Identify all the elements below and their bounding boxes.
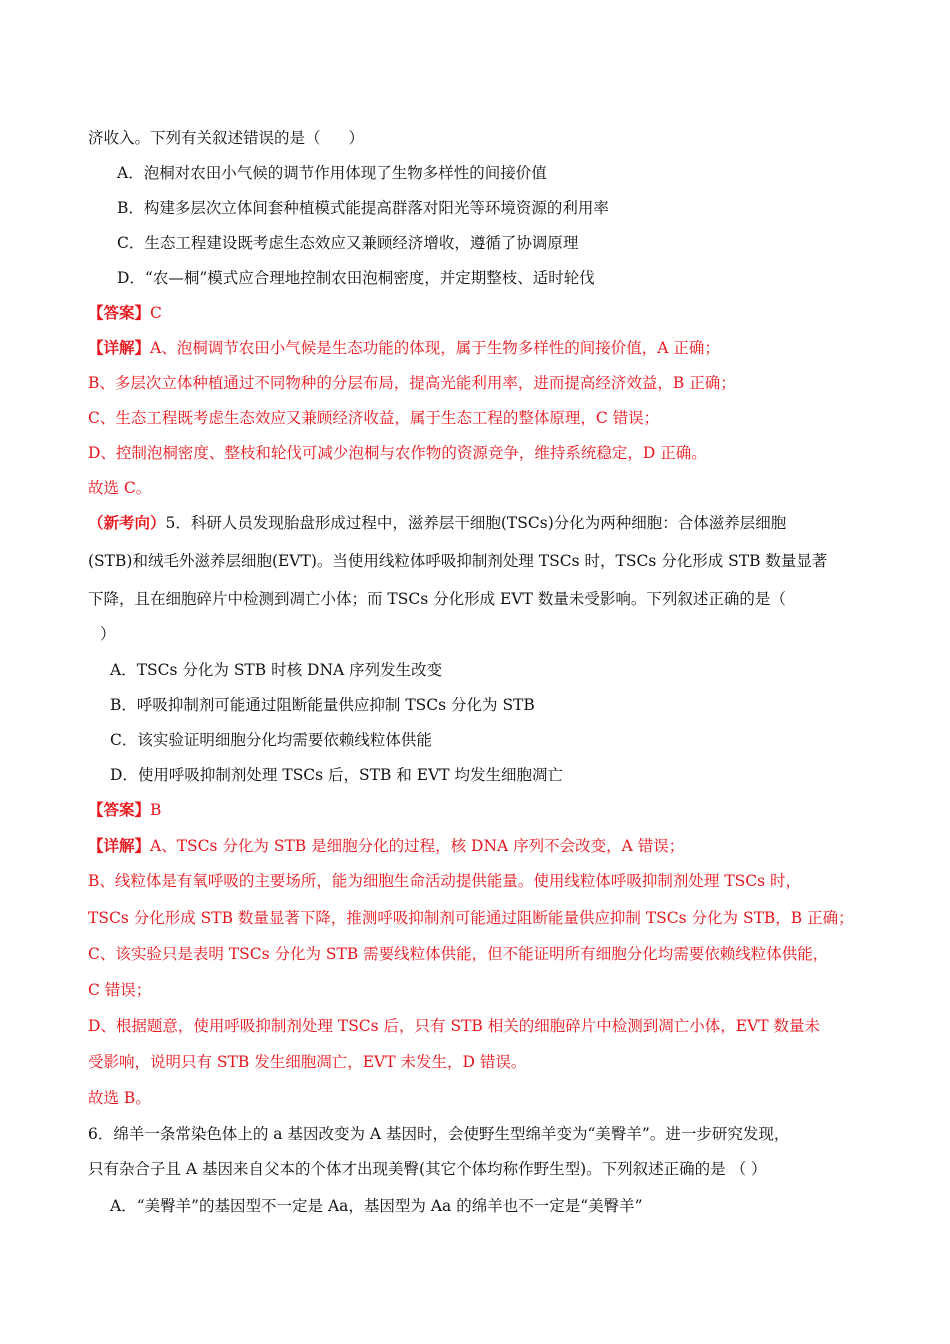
q4-conclusion: 故选 C。 xyxy=(88,479,152,497)
q5-detail-line: C 错误； xyxy=(88,981,152,999)
q4-detail-line: C、生态工程既考虑生态效应又兼顾经济收益，属于生态工程的整体原理，C 错误； xyxy=(88,409,660,427)
q6-option-a: A．“美臀羊”的基因型不一定是 Aa，基因型为 Aa 的绵羊也不一定是“美臀羊” xyxy=(110,1197,643,1215)
q5-stem-line: 下降，且在细胞碎片中检测到凋亡小体；而 TSCs 分化形成 EVT 数量未受影响。下列叙述正确的是（ xyxy=(88,590,786,608)
q5-answer xyxy=(88,800,161,820)
q5-option-c: C．该实验证明细胞分化均需要依赖线粒体供能 xyxy=(110,731,432,749)
q5-detail-line xyxy=(88,836,684,856)
q4-option-d: D．“农—桐”模式应合理地控制农田泡桐密度，并定期整枝、适时轮伐 xyxy=(117,269,595,287)
q5-stem-close: ） xyxy=(100,625,116,643)
q5-stem-text: 5．科研人员发现胎盘形成过程中，滋养层干细胞(TSCs)分化为两种细胞：合体滋养层细胞 xyxy=(165,514,787,532)
q4-stem xyxy=(88,128,364,148)
q5-stem xyxy=(88,513,786,533)
q5-option-d: D．使用呼吸抑制剂处理 TSCs 后，STB 和 EVT 均发生细胞凋亡 xyxy=(110,766,564,784)
q4-option-b: B．构建多层次立体间套种植模式能提高群落对阳光等环境资源的利用率 xyxy=(117,199,609,217)
q4-option-a: A．泡桐对农田小气候的调节作用体现了生物多样性的间接价值 xyxy=(117,164,547,182)
q4-detail-line: B、多层次立体种植通过不同物种的分层布局，提高光能利用率，进而提高经济效益，B 正确； xyxy=(88,374,736,392)
q5-conclusion: 故选 B。 xyxy=(88,1089,151,1107)
q4-option-c: C．生态工程建设既考虑生态效应又兼顾经济增收，遵循了协调原理 xyxy=(117,234,579,252)
q4-detail-label: 【详解】 xyxy=(88,338,151,357)
q5-answer-label: 【答案】 xyxy=(88,800,151,819)
q5-stem-line: (STB)和绒毛外滋养层细胞(EVT)。当使用线粒体呼吸抑制剂处理 TSCs 时，TSCs 分化形成 STB 数量显著 xyxy=(88,552,828,570)
q5-detail-line: TSCs 分化形成 STB 数量显著下降，推测呼吸抑制剂可能通过阻断能量供应抑制 TSCs 分化为 STB，B 正确； xyxy=(88,909,854,927)
q5-detail-line: 受影响，说明只有 STB 发生细胞凋亡，EVT 未发生，D 错误。 xyxy=(88,1053,527,1071)
q4-stem-text: 济收入。下列有关叙述错误的是（ xyxy=(88,129,321,147)
q4-detail-line: D、控制泡桐密度、整枝和轮伐可减少泡桐与农作物的资源竞争，维持系统稳定，D 正确。 xyxy=(88,444,707,462)
q4-detail-text: A、泡桐调节农田小气候是生态功能的体现，属于生物多样性的间接价值，A 正确； xyxy=(150,339,720,357)
q5-detail-line: C、该实验只是表明 TSCs 分化为 STB 需要线粒体供能，但不能证明所有细胞分化均需要依赖线粒体供能， xyxy=(88,945,829,963)
q4-detail-line xyxy=(88,338,720,358)
q6-stem-line: 只有杂合子且 A 基因来自父本的个体才出现美臀(其它个体均称作野生型)。下列叙述正确的是 （ ） xyxy=(88,1160,767,1178)
q5-detail-text: A、TSCs 分化为 STB 是细胞分化的过程，核 DNA 序列不会改变，A 错误； xyxy=(150,837,685,855)
q4-stem-close: ） xyxy=(348,129,365,147)
q5-detail-line: D、根据题意，使用呼吸抑制剂处理 TSCs 后，只有 STB 相关的细胞碎片中检测到凋亡小体，EVT 数量未 xyxy=(88,1017,821,1035)
q4-answer-value: C xyxy=(150,304,162,322)
q5-detail-line: B、线粒体是有氧呼吸的主要场所，能为细胞生命活动提供能量。使用线粒体呼吸抑制剂处理 TSCs 时， xyxy=(88,872,802,890)
q5-tag: （新考向） xyxy=(88,513,166,532)
q5-option-b: B．呼吸抑制剂可能通过阻断能量供应抑制 TSCs 分化为 STB xyxy=(110,696,535,714)
q4-answer-label: 【答案】 xyxy=(88,303,151,322)
q4-answer xyxy=(88,303,162,323)
q5-option-a: A．TSCs 分化为 STB 时核 DNA 序列发生改变 xyxy=(110,661,443,679)
q6-stem-line: 6．绵羊一条常染色体上的 a 基因改变为 A 基因时，会使野生型绵羊变为“美臀羊”。进一步研究发现， xyxy=(88,1125,790,1143)
q5-answer-value: B xyxy=(150,801,162,819)
q5-detail-label: 【详解】 xyxy=(88,836,151,855)
